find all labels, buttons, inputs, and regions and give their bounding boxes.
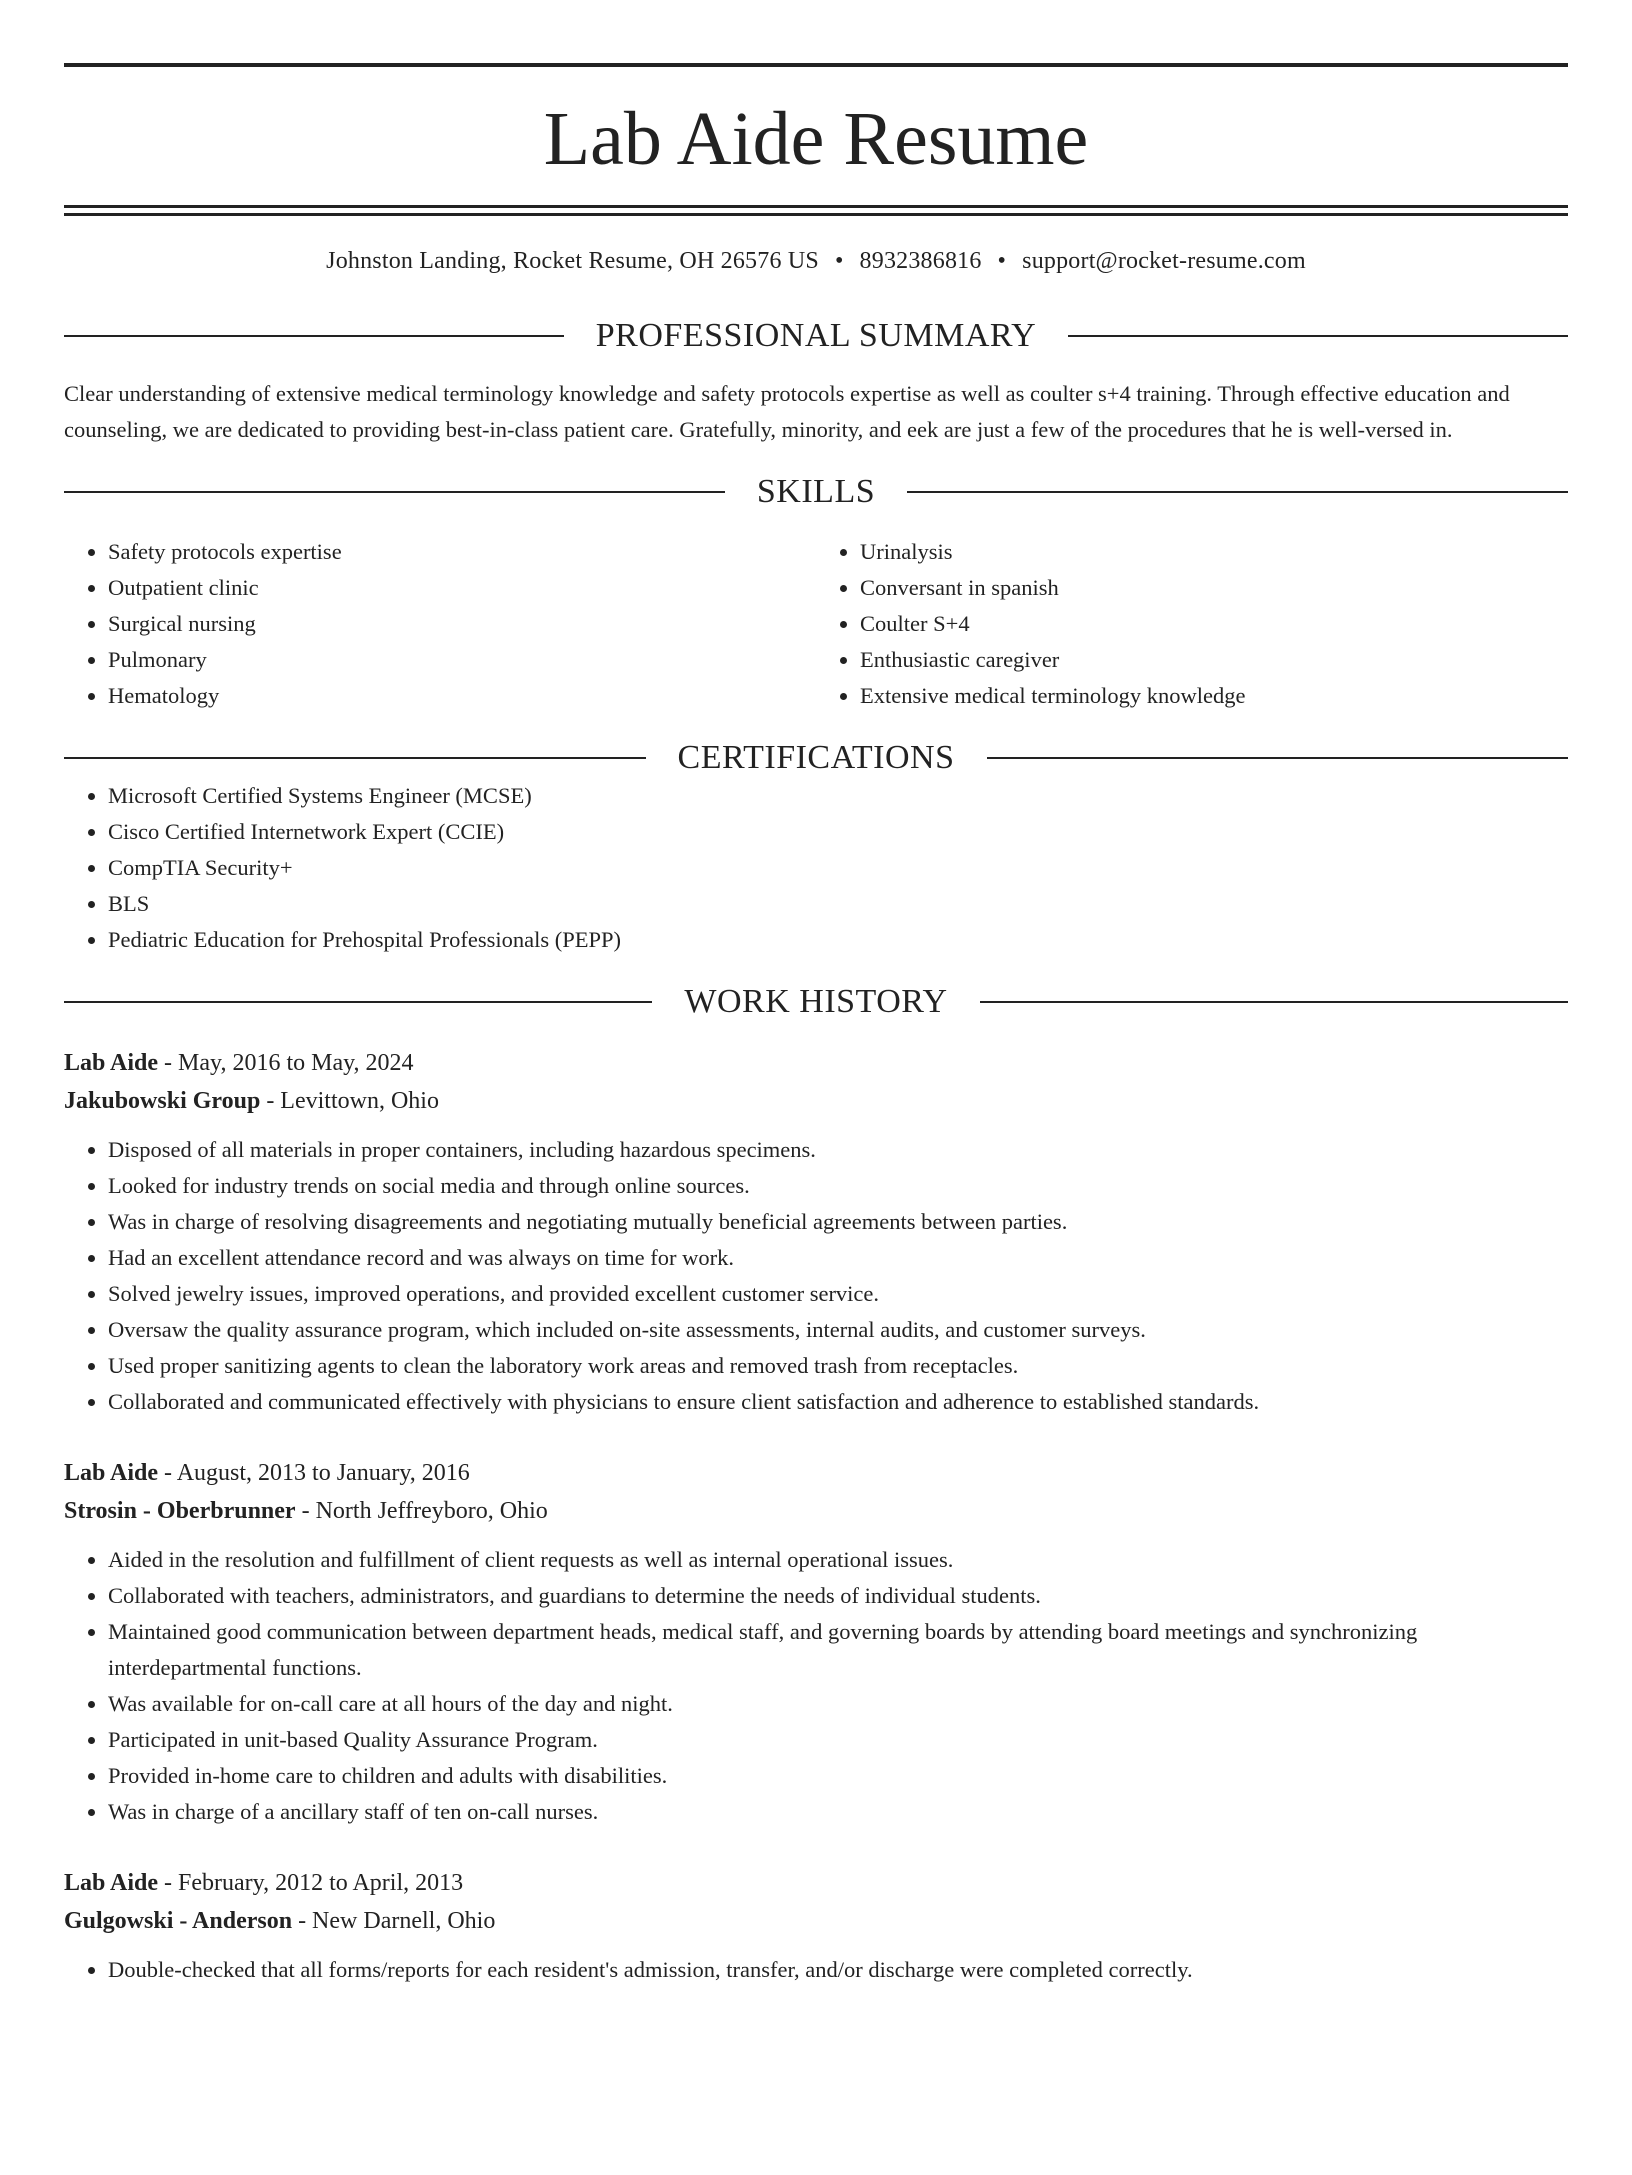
divider-line [64, 335, 564, 337]
skill-item: • Surgical nursing [108, 606, 816, 642]
job-bullet: • Aided in the resolution and fulfillment of client requests as well as internal operational issues. [108, 1542, 1568, 1578]
title-double-rule [64, 205, 1568, 216]
summary-text: Clear understanding of extensive medical terminology knowledge and safety protocols expertise as well as coulter s+4 training. Through effective education and counseling, we are dedicated to providing best-in-class patient care. Gratefully, minority, and eek are just a few of the procedures that he is well-versed in. [64, 381, 1510, 442]
section-heading-work-history [64, 982, 1568, 1022]
skill-item: • Urinalysis [860, 534, 1568, 570]
job-bullet: • Used proper sanitizing agents to clean the laboratory work areas and removed trash from receptacles. [108, 1348, 1568, 1384]
certifications-heading: CERTIFICATIONS [677, 739, 955, 776]
divider-line [1068, 335, 1568, 337]
skill-item: • Safety protocols expertise [108, 534, 816, 570]
job-company: Strosin - Oberbrunner [64, 1498, 296, 1524]
summary-heading: PROFESSIONAL SUMMARY [595, 317, 1037, 354]
skills-heading: SKILLS [756, 473, 876, 510]
job-bullet: • Participated in unit-based Quality Assurance Program. [108, 1722, 1568, 1758]
job-bullets [64, 1542, 1568, 1830]
certifications-list [64, 778, 1568, 958]
certification-item: • CompTIA Security+ [108, 850, 1568, 886]
skill-item: • Outpatient clinic [108, 570, 816, 606]
section-heading-summary [64, 316, 1568, 356]
job-bullets [64, 1952, 1568, 1988]
skill-item: • Extensive medical terminology knowledge [860, 678, 1568, 714]
job-bullet: • Disposed of all materials in proper containers, including hazardous specimens. [108, 1132, 1568, 1168]
job-dates: - May, 2016 to May, 2024 [158, 1050, 414, 1076]
job-bullets [64, 1132, 1568, 1420]
job-entry [64, 1044, 1568, 1420]
divider-line [980, 1001, 1568, 1003]
job-bullet: • Maintained good communication between department heads, medical staff, and governing boards by attending board meetings and synchronizing interdepartmental functions. [108, 1614, 1568, 1686]
contact-email: support@rocket-resume.com [1022, 248, 1306, 274]
contact-address: Johnston Landing, Rocket Resume, OH 26576 US [326, 248, 819, 274]
job-bullet: • Collaborated with teachers, administrators, and guardians to determine the needs of individual students. [108, 1578, 1568, 1614]
divider-line [64, 491, 725, 493]
skills-grid [64, 534, 1568, 714]
skill-item: • Enthusiastic caregiver [860, 642, 1568, 678]
job-location: - North Jeffreyboro, Ohio [295, 1498, 548, 1524]
job-bullet: • Was available for on-call care at all hours of the day and night. [108, 1686, 1568, 1722]
section-heading-certifications [64, 738, 1568, 778]
job-bullet: • Provided in-home care to children and adults with disabilities. [108, 1758, 1568, 1794]
job-role: Lab Aide [64, 1870, 159, 1896]
skill-item: • Conversant in spanish [860, 570, 1568, 606]
certification-item: • BLS [108, 886, 1568, 922]
job-company: Jakubowski Group [64, 1088, 261, 1114]
job-bullet: • Looked for industry trends on social media and through online sources. [108, 1168, 1568, 1204]
job-title-line [64, 1454, 1568, 1492]
job-bullet: • Solved jewelry issues, improved operations, and provided excellent customer service. [108, 1276, 1568, 1312]
job-bullet: • Had an excellent attendance record and was always on time for work. [108, 1240, 1568, 1276]
job-role: Lab Aide [64, 1050, 159, 1076]
skills-list-left [64, 534, 816, 714]
skills-list-right [816, 534, 1568, 714]
job-location: - New Darnell, Ohio [292, 1908, 496, 1934]
contact-separator: • [834, 248, 844, 274]
certification-item: • Cisco Certified Internetwork Expert (CCIE) [108, 814, 1568, 850]
job-entry [64, 1454, 1568, 1830]
divider-line [64, 757, 646, 759]
job-dates: - August, 2013 to January, 2016 [158, 1460, 470, 1486]
resume-page [0, 63, 1632, 2175]
contact-separator: • [997, 248, 1007, 274]
job-bullet: • Was in charge of a ancillary staff of ten on-call nurses. [108, 1794, 1568, 1830]
divider-line [64, 1001, 652, 1003]
section-heading-skills [64, 472, 1568, 512]
divider-line [987, 757, 1569, 759]
contact-phone: 8932386816 [859, 248, 982, 274]
job-company-line [64, 1902, 1568, 1940]
job-company-line [64, 1082, 1568, 1120]
work-history-heading: WORK HISTORY [684, 983, 948, 1020]
job-dates: - February, 2012 to April, 2013 [158, 1870, 464, 1896]
job-location: - Levittown, Ohio [260, 1088, 439, 1114]
contact-line [64, 246, 1568, 276]
certification-item: • Microsoft Certified Systems Engineer (MCSE) [108, 778, 1568, 814]
skill-item: • Coulter S+4 [860, 606, 1568, 642]
job-entry [64, 1864, 1568, 1988]
job-bullet: • Collaborated and communicated effectively with physicians to ensure client satisfaction and adherence to established standards. [108, 1384, 1568, 1420]
job-bullet: • Oversaw the quality assurance program, which included on-site assessments, internal audits, and customer surveys. [108, 1312, 1568, 1348]
job-company-line [64, 1492, 1568, 1530]
job-title-line [64, 1044, 1568, 1082]
job-title-line [64, 1864, 1568, 1902]
skill-item: • Pulmonary [108, 642, 816, 678]
certification-item: • Pediatric Education for Prehospital Professionals (PEPP) [108, 922, 1568, 958]
divider-line [907, 491, 1568, 493]
job-role: Lab Aide [64, 1460, 159, 1486]
skill-item: • Hematology [108, 678, 816, 714]
job-bullet: • Was in charge of resolving disagreements and negotiating mutually beneficial agreements between parties. [108, 1204, 1568, 1240]
job-bullet: • Double-checked that all forms/reports for each resident's admission, transfer, and/or discharge were completed correctly. [108, 1952, 1568, 1988]
job-company: Gulgowski - Anderson [64, 1908, 293, 1934]
page-title: Lab Aide Resume [543, 97, 1089, 181]
